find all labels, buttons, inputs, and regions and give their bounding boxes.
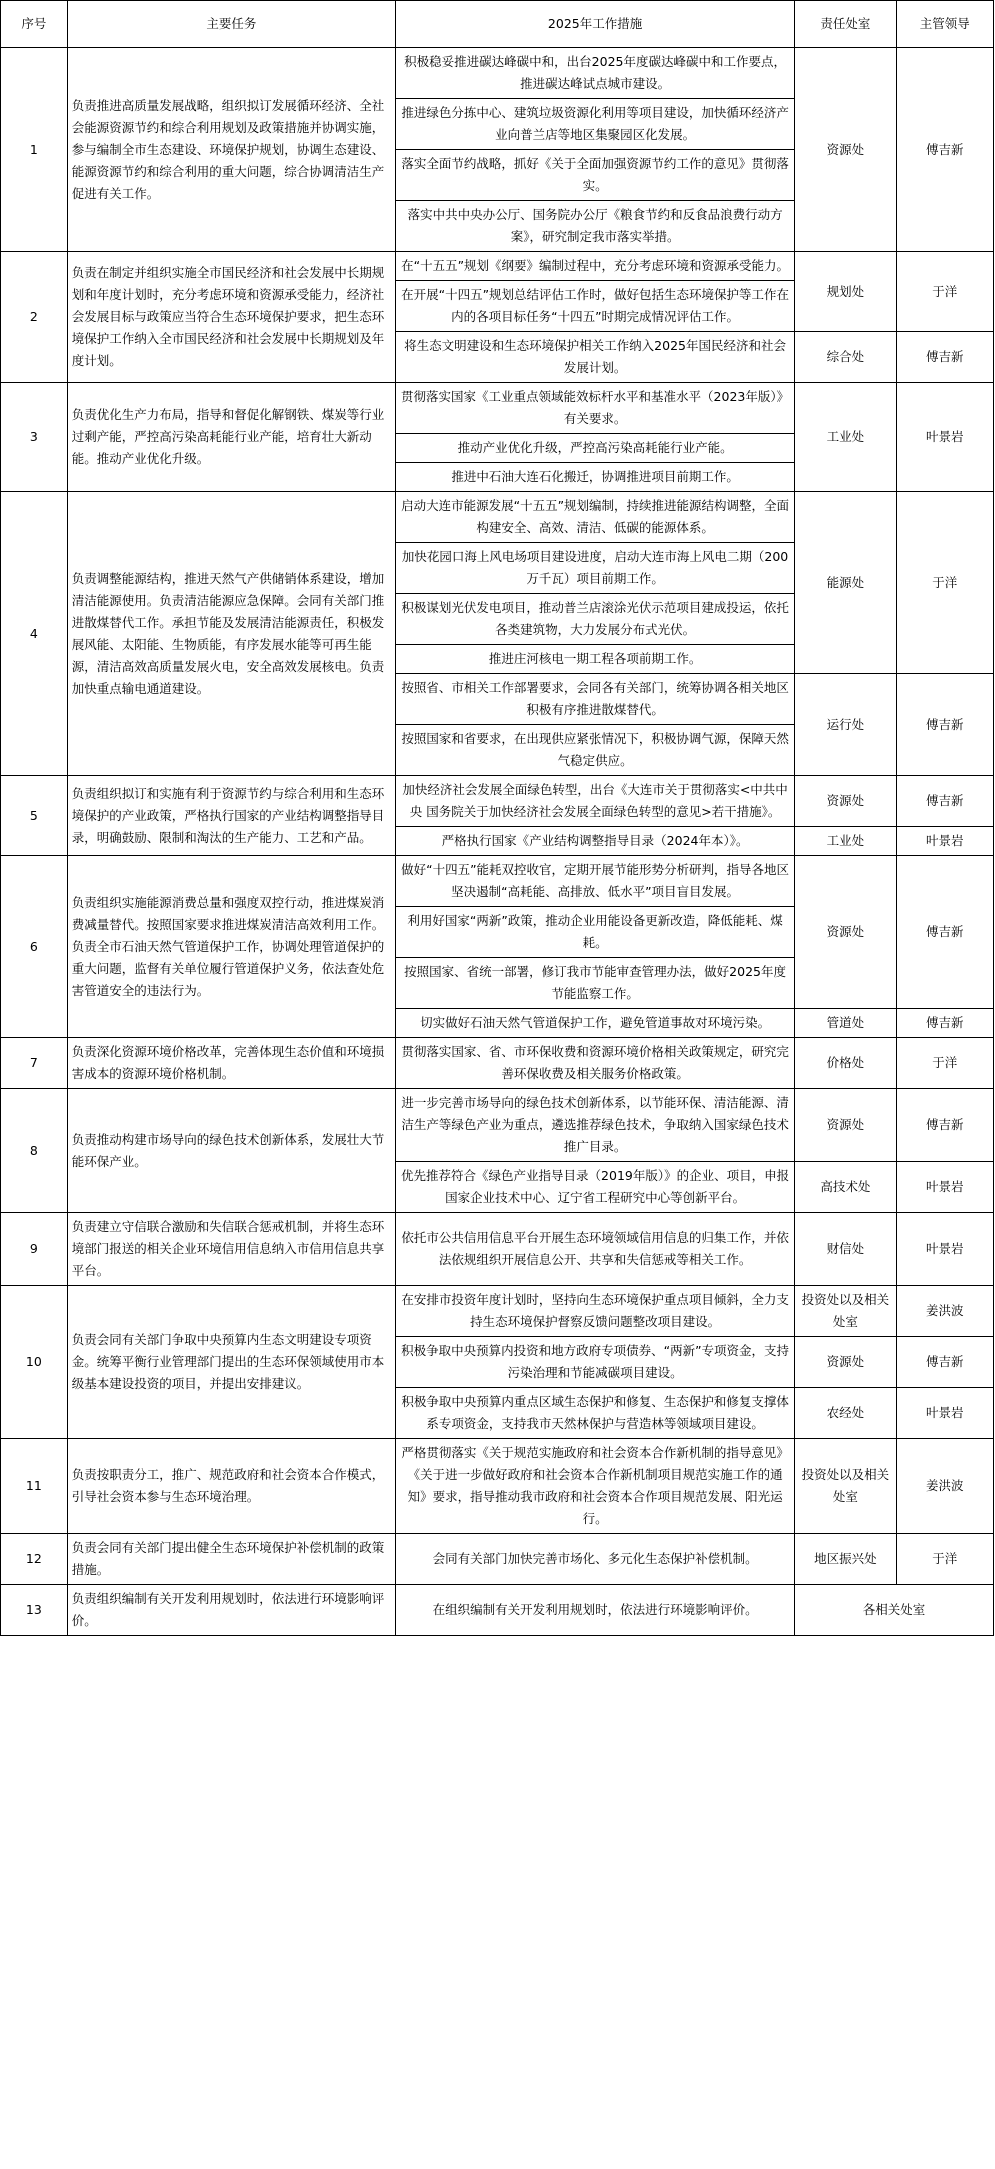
responsible-dept: 资源处 — [795, 1089, 896, 1162]
work-measure: 落实全面节约战略，抓好《关于全面加强资源节约工作的意见》贯彻落实。 — [396, 150, 795, 201]
main-task: 负责在制定并组织实施全市国民经济和社会发展中长期规划和年度计划时，充分考虑环境和资源承受能力，经济社会发展目标与政策应当符合生态环境保护要求，把生态环境保护工作纳入全市国民经济和社会发展中长期规划及年度计划。 — [67, 252, 395, 383]
row-number: 10 — [1, 1286, 68, 1439]
row-number: 9 — [1, 1213, 68, 1286]
responsible-dept: 高技术处 — [795, 1162, 896, 1213]
work-measure: 做好“十四五”能耗双控收官，定期开展节能形势分析研判，指导各地区坚决遏制“高耗能、高排放、低水平”项目盲目发展。 — [396, 856, 795, 907]
row-number: 4 — [1, 492, 68, 776]
table-row — [1, 48, 994, 99]
main-task: 负责推动构建市场导向的绿色技术创新体系，发展壮大节能环保产业。 — [67, 1089, 395, 1213]
work-measure: 积极争取中央预算内投资和地方政府专项债券、“两新”专项资金，支持污染治理和节能减碳项目建设。 — [396, 1337, 795, 1388]
work-measure: 依托市公共信用信息平台开展生态环境领域信用信息的归集工作，并依法依规组织开展信息公开、共享和失信惩戒等相关工作。 — [396, 1213, 795, 1286]
work-measure: 推动产业优化升级，严控高污染高耗能行业产能。 — [396, 434, 795, 463]
supervising-leader: 于洋 — [896, 492, 993, 674]
row-number: 2 — [1, 252, 68, 383]
responsible-dept: 农经处 — [795, 1388, 896, 1439]
row-number: 13 — [1, 1585, 68, 1636]
row-number: 11 — [1, 1439, 68, 1534]
main-task: 负责建立守信联合激励和失信联合惩戒机制，并将生态环境部门报送的相关企业环境信用信息纳入市信用信息共享平台。 — [67, 1213, 395, 1286]
work-measure: 按照国家、省统一部署，修订我市节能审查管理办法，做好2025年度节能监察工作。 — [396, 958, 795, 1009]
main-task: 负责组织拟订和实施有利于资源节约与综合利用和生态环境保护的产业政策，严格执行国家的产业结构调整指导目录，明确鼓励、限制和淘汰的生产能力、工艺和产品。 — [67, 776, 395, 856]
row-number: 6 — [1, 856, 68, 1038]
main-task: 负责组织实施能源消费总量和强度双控行动，推进煤炭消费减量替代。按照国家要求推进煤炭清洁高效利用工作。负责全市石油天然气管道保护工作，协调处理管道保护的重大问题，监督有关单位履行管道保护义务，依法查处危害管道安全的违法行为。 — [67, 856, 395, 1038]
responsible-dept: 资源处 — [795, 48, 896, 252]
responsible-dept-merged: 各相关处室 — [795, 1585, 994, 1636]
responsible-dept: 综合处 — [795, 332, 896, 383]
work-measure: 积极稳妥推进碳达峰碳中和，出台2025年度碳达峰碳中和工作要点，推进碳达峰试点城市建设。 — [396, 48, 795, 99]
supervising-leader: 叶景岩 — [896, 1162, 993, 1213]
supervising-leader: 傅吉新 — [896, 1009, 993, 1038]
responsible-dept: 工业处 — [795, 827, 896, 856]
supervising-leader: 叶景岩 — [896, 827, 993, 856]
responsible-dept: 资源处 — [795, 1337, 896, 1388]
row-number: 8 — [1, 1089, 68, 1213]
supervising-leader: 于洋 — [896, 1038, 993, 1089]
main-task: 负责调整能源结构，推进天然气产供储销体系建设，增加清洁能源使用。负责清洁能源应急保障。会同有关部门推进散煤替代工作。承担节能及发展清洁能源责任，积极发展风能、太阳能、生物质能，有序发展水能等可再生能源，清洁高效高质量发展火电，安全高效发展核电。负责加快重点输电通道建设。 — [67, 492, 395, 776]
responsible-dept: 工业处 — [795, 383, 896, 492]
supervising-leader: 叶景岩 — [896, 1388, 993, 1439]
row-number: 3 — [1, 383, 68, 492]
supervising-leader: 傅吉新 — [896, 776, 993, 827]
work-measure: 推进庄河核电一期工程各项前期工作。 — [396, 645, 795, 674]
work-measure: 利用好国家“两新”政策，推动企业用能设备更新改造，降低能耗、煤耗。 — [396, 907, 795, 958]
supervising-leader: 傅吉新 — [896, 1089, 993, 1162]
work-measure: 积极谋划光伏发电项目，推动普兰店滚涂光伏示范项目建成投运，依托各类建筑物，大力发展分布式光伏。 — [396, 594, 795, 645]
table-row — [1, 1213, 994, 1286]
main-task: 负责按职责分工，推广、规范政府和社会资本合作模式，引导社会资本参与生态环境治理。 — [67, 1439, 395, 1534]
work-measure: 严格贯彻落实《关于规范实施政府和社会资本合作新机制的指导意见》《关于进一步做好政府和社会资本合作新机制项目规范实施工作的通知》要求，指导推动我市政府和社会资本合作项目规范发展、阳光运行。 — [396, 1439, 795, 1534]
table-row — [1, 1585, 994, 1636]
supervising-leader: 于洋 — [896, 252, 993, 332]
work-measure: 推进绿色分拣中心、建筑垃圾资源化利用等项目建设，加快循环经济产业向普兰店等地区集聚园区化发展。 — [396, 99, 795, 150]
responsible-dept: 资源处 — [795, 776, 896, 827]
supervising-leader: 傅吉新 — [896, 674, 993, 776]
supervising-leader: 叶景岩 — [896, 1213, 993, 1286]
work-measure: 在安排市投资年度计划时，坚持向生态环境保护重点项目倾斜，全力支持生态环境保护督察反馈问题整改项目建设。 — [396, 1286, 795, 1337]
main-task: 负责推进高质量发展战略，组织拟订发展循环经济、全社会能源资源节约和综合利用规划及政策措施并协调实施，参与编制全市生态建设、环境保护规划，协调生态建设、能源资源节约和综合利用的重大问题，综合协调清洁生产促进有关工作。 — [67, 48, 395, 252]
work-measure: 按照国家和省要求，在出现供应紧张情况下，积极协调气源，保障天然气稳定供应。 — [396, 725, 795, 776]
table-row — [1, 383, 994, 434]
work-measure: 加快经济社会发展全面绿色转型，出台《大连市关于贯彻落实<中共中央 国务院关于加快经济社会发展全面绿色转型的意见>若干措施》。 — [396, 776, 795, 827]
table-row — [1, 1286, 994, 1337]
supervising-leader: 于洋 — [896, 1534, 993, 1585]
responsible-dept: 资源处 — [795, 856, 896, 1009]
work-measure: 贯彻落实国家《工业重点领域能效标杆水平和基准水平（2023年版）》有关要求。 — [396, 383, 795, 434]
main-task: 负责组织编制有关开发利用规划时，依法进行环境影响评价。 — [67, 1585, 395, 1636]
work-measure: 优先推荐符合《绿色产业指导目录（2019年版）》的企业、项目，申报国家企业技术中心、辽宁省工程研究中心等创新平台。 — [396, 1162, 795, 1213]
work-measure: 进一步完善市场导向的绿色技术创新体系，以节能环保、清洁能源、清洁生产等绿色产业为重点，遴选推荐绿色技术，争取纳入国家绿色技术推广目录。 — [396, 1089, 795, 1162]
responsible-dept: 投资处以及相关处室 — [795, 1439, 896, 1534]
work-measure: 严格执行国家《产业结构调整指导目录（2024年本）》。 — [396, 827, 795, 856]
table-body — [1, 48, 994, 1636]
main-task: 负责会同有关部门提出健全生态环境保护补偿机制的政策措施。 — [67, 1534, 395, 1585]
header-dept: 责任处室 — [795, 1, 896, 48]
work-measure: 加快花园口海上风电场项目建设进度，启动大连市海上风电二期（200万千瓦）项目前期工作。 — [396, 543, 795, 594]
table-row — [1, 252, 994, 281]
work-measure: 在组织编制有关开发利用规划时，依法进行环境影响评价。 — [396, 1585, 795, 1636]
main-task: 负责深化资源环境价格改革，完善体现生态价值和环境损害成本的资源环境价格机制。 — [67, 1038, 395, 1089]
supervising-leader: 傅吉新 — [896, 48, 993, 252]
work-measure: 启动大连市能源发展“十五五”规划编制，持续推进能源结构调整，全面构建安全、高效、清洁、低碳的能源体系。 — [396, 492, 795, 543]
header-leader: 主管领导 — [896, 1, 993, 48]
responsible-dept: 管道处 — [795, 1009, 896, 1038]
header-task: 主要任务 — [67, 1, 395, 48]
work-measure: 切实做好石油天然气管道保护工作，避免管道事故对环境污染。 — [396, 1009, 795, 1038]
table-row — [1, 1439, 994, 1534]
responsible-dept: 投资处以及相关处室 — [795, 1286, 896, 1337]
work-measure: 在“十五五”规划《纲要》编制过程中，充分考虑环境和资源承受能力。 — [396, 252, 795, 281]
header-no: 序号 — [1, 1, 68, 48]
work-measure: 将生态文明建设和生态环境保护相关工作纳入2025年国民经济和社会发展计划。 — [396, 332, 795, 383]
work-measure: 推进中石油大连石化搬迁，协调推进项目前期工作。 — [396, 463, 795, 492]
supervising-leader: 傅吉新 — [896, 332, 993, 383]
row-number: 5 — [1, 776, 68, 856]
table-row — [1, 492, 994, 543]
main-task: 负责会同有关部门争取中央预算内生态文明建设专项资金。统筹平衡行业管理部门提出的生态环保领域使用市本级基本建设投资的项目，并提出安排建议。 — [67, 1286, 395, 1439]
work-measure: 按照省、市相关工作部署要求，会同各有关部门，统筹协调各相关地区积极有序推进散煤替代。 — [396, 674, 795, 725]
work-measure: 会同有关部门加快完善市场化、多元化生态保护补偿机制。 — [396, 1534, 795, 1585]
supervising-leader: 姜洪波 — [896, 1439, 993, 1534]
responsible-dept: 价格处 — [795, 1038, 896, 1089]
work-measure: 积极争取中央预算内重点区域生态保护和修复、生态保护和修复支撑体系专项资金，支持我市天然林保护与营造林等领域项目建设。 — [396, 1388, 795, 1439]
table-row — [1, 1089, 994, 1162]
table-row — [1, 776, 994, 827]
table-row — [1, 856, 994, 907]
work-measure: 贯彻落实国家、省、市环保收费和资源环境价格相关政策规定，研究完善环保收费及相关服务价格政策。 — [396, 1038, 795, 1089]
responsible-dept: 能源处 — [795, 492, 896, 674]
table-header-row — [1, 1, 994, 48]
supervising-leader: 傅吉新 — [896, 856, 993, 1009]
responsible-dept: 规划处 — [795, 252, 896, 332]
table-row — [1, 1038, 994, 1089]
responsible-dept: 地区振兴处 — [795, 1534, 896, 1585]
supervising-leader: 叶景岩 — [896, 383, 993, 492]
main-task: 负责优化生产力布局，指导和督促化解钢铁、煤炭等行业过剩产能，严控高污染高耗能行业产能，培育壮大新动能。推动产业优化升级。 — [67, 383, 395, 492]
work-measure: 在开展“十四五”规划总结评估工作时，做好包括生态环境保护等工作在内的各项目标任务“十四五”时期完成情况评估工作。 — [396, 281, 795, 332]
table-row — [1, 1534, 994, 1585]
row-number: 1 — [1, 48, 68, 252]
supervising-leader: 姜洪波 — [896, 1286, 993, 1337]
row-number: 12 — [1, 1534, 68, 1585]
work-measure: 落实中共中央办公厅、国务院办公厅《粮食节约和反食品浪费行动方案》，研究制定我市落实举措。 — [396, 201, 795, 252]
responsible-dept: 财信处 — [795, 1213, 896, 1286]
responsible-dept: 运行处 — [795, 674, 896, 776]
supervising-leader: 傅吉新 — [896, 1337, 993, 1388]
row-number: 7 — [1, 1038, 68, 1089]
header-measures: 2025年工作措施 — [396, 1, 795, 48]
